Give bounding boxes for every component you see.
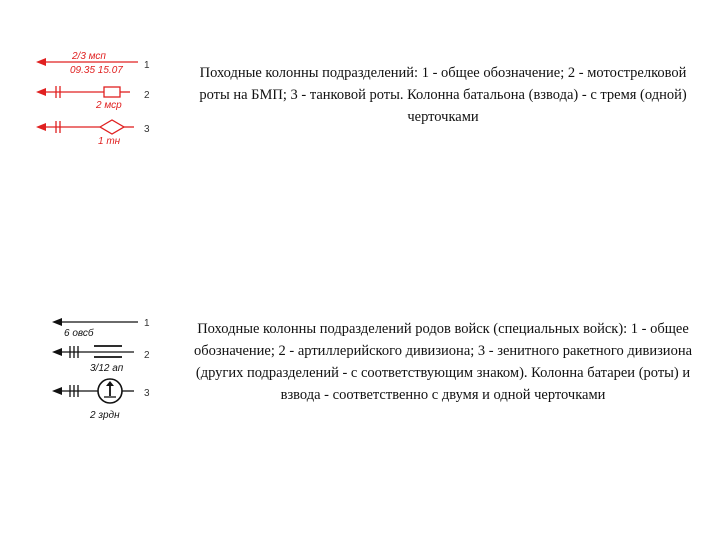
march-column-motor-rifle-symbol <box>36 86 130 98</box>
symbols-panel <box>0 0 200 540</box>
branch-symbol3-number: 3 <box>144 388 150 399</box>
branch-column-general-symbol <box>52 318 138 326</box>
symbol1-number: 1 <box>144 60 150 71</box>
symbol3-label: 1 тн <box>98 136 121 147</box>
group1-caption: Походные колонны подразделений: 1 - общее обозначение; 2 - мотострелковой роты на БМП; 3 - танковой роты. Колонна батальона (взвода) - с тремя (одной) черточками <box>199 65 687 125</box>
symbol3-number: 3 <box>144 124 150 135</box>
group2-caption: Походные колонны подразделений родов войск (специальных войск): 1 - общее обозначение; 2 - артиллерийского дивизиона; 3 - зенитного ракетного дивизиона (других подразделений - с соответствующим знаком). Колонна батареи (роты) и взвода - соответственно с двумя и одной черточками <box>193 321 693 403</box>
branch-column-artillery-symbol <box>52 346 134 358</box>
symbol1-label-top: 2/3 мсп <box>72 51 106 62</box>
symbol2-number: 2 <box>144 90 150 101</box>
symbol2-label: 2 мср <box>96 100 122 111</box>
symbol1-label-bottom: 09.35 15.07 <box>70 65 123 76</box>
branch-column-aa-missile-symbol <box>52 379 134 403</box>
branch-symbol1-label: 6 овсб <box>64 328 94 339</box>
branch-symbol3-label: 2 зрдн <box>90 410 120 421</box>
march-column-tank-symbol <box>36 120 134 134</box>
branch-symbol1-number: 1 <box>144 318 150 329</box>
branch-symbol2-number: 2 <box>144 350 150 361</box>
branch-symbol2-label: 3/12 ап <box>90 363 124 374</box>
